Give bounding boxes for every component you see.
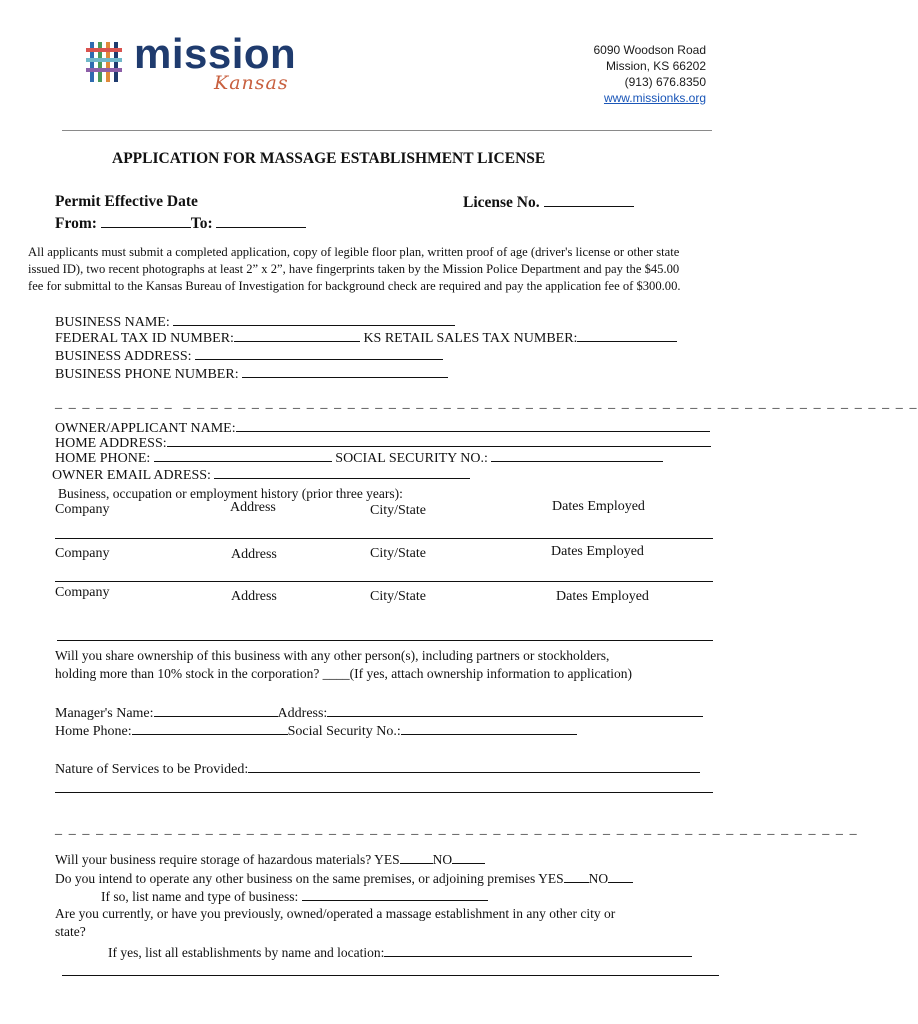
- manager-phone-blank[interactable]: [132, 721, 288, 735]
- other-business-no-blank[interactable]: [608, 869, 633, 883]
- form-title: APPLICATION FOR MASSAGE ESTABLISHMENT LICENSE: [112, 150, 546, 167]
- list-establishments-blank-2[interactable]: [62, 975, 719, 976]
- manager-ssn-blank[interactable]: [401, 721, 577, 735]
- services-label: Nature of Services to be Provided:: [55, 762, 249, 777]
- contact-city: Mission, KS 66202: [605, 59, 706, 73]
- logo-wordmark: mission: [134, 30, 297, 77]
- massage-other-line-2: state?: [55, 924, 86, 939]
- business-address-field: [55, 346, 443, 365]
- home-phone-label: HOME PHONE:: [55, 451, 151, 466]
- to-date-blank[interactable]: [216, 214, 306, 228]
- history-company-1: Company: [55, 502, 110, 517]
- ssn-blank[interactable]: [491, 448, 663, 462]
- license-no-blank[interactable]: [544, 193, 634, 207]
- ownership-question-line-2: holding more than 10% stock in the corporation? ____(If yes, attach ownership information to application): [55, 666, 632, 681]
- services-blank[interactable]: [248, 759, 700, 773]
- dashed-separator-2: _ _ _ _ _ _ _ _ _ _ _ _ _ _ _ _ _ _ _ _ _ _ _ _ _ _ _ _ _ _ _ _ _ _ _ _ _ _ _ _ _ _ _ _ _ _ _ _ _ _ _ _ _ _ _ _ _ _ _: [55, 822, 859, 837]
- ownership-question-line-1: Will you share ownership of this business with any other person(s), including partners or stockholders,: [55, 648, 610, 663]
- from-to-field: [55, 214, 306, 233]
- history-dates-1: Dates Employed: [552, 499, 645, 514]
- ks-sales-tax-label: KS RETAIL SALES TAX NUMBER:: [363, 331, 578, 346]
- history-address-3: Address: [231, 589, 277, 604]
- manager-phone-label: Home Phone:: [55, 724, 132, 739]
- history-address-2: Address: [231, 547, 277, 562]
- license-no-field: [463, 193, 634, 212]
- header-divider: [62, 130, 712, 131]
- federal-tax-id-label: FEDERAL TAX ID NUMBER:: [55, 331, 234, 346]
- list-establishments-label: If yes, list all establishments by name and location:: [108, 945, 385, 960]
- intro-line-2: issued ID), two recent photographs at least 2” x 2”, have fingerprints taken by the Mission Police Department and pay the $45.00: [28, 262, 680, 276]
- dashed-separator-1: _ _ _ _ _ _ _ _ _ _ _ _ _ _ _ _ _ _ _ _ _ _ _ _ _ _ _ _ _ _ _ _ _ _ _ _ _ _ _ _ _ _ _ _ _ _ _ _ _ _ _ _ _ _ _ _ _ _ _ _ _ _ _: [55, 396, 918, 411]
- manager-address-label: Address:: [277, 706, 328, 721]
- business-address-blank[interactable]: [195, 346, 443, 360]
- history-line-3[interactable]: [57, 640, 713, 641]
- history-address-1: Address: [230, 500, 276, 515]
- federal-tax-id-field: [55, 328, 677, 347]
- owner-name-blank[interactable]: [236, 418, 710, 432]
- ssn-label: SOCIAL SECURITY NO.:: [335, 451, 488, 466]
- manager-phone-field: [55, 721, 577, 740]
- logo-state-script: Kansas: [214, 72, 289, 94]
- history-city-3: City/State: [370, 589, 426, 604]
- business-name-blank[interactable]: [173, 312, 455, 326]
- manager-address-blank[interactable]: [327, 703, 703, 717]
- other-business-yes-blank[interactable]: [564, 869, 589, 883]
- home-address-blank[interactable]: [167, 433, 711, 447]
- list-business-blank[interactable]: [302, 887, 488, 901]
- history-line-1[interactable]: [55, 538, 713, 539]
- other-business-label: Do you intend to operate any other business on the same premises, or adjoining premises YES: [55, 871, 564, 886]
- to-label: To:: [190, 215, 213, 232]
- manager-name-field: [55, 703, 703, 722]
- manager-ssn-label: Social Security No.:: [287, 724, 401, 739]
- history-company-2: Company: [55, 546, 110, 561]
- business-name-label: BUSINESS NAME:: [55, 315, 170, 330]
- history-company-3: Company: [55, 585, 110, 600]
- history-city-2: City/State: [370, 546, 426, 561]
- manager-name-label: Manager's Name:: [55, 706, 154, 721]
- hazardous-yes-blank[interactable]: [400, 850, 433, 864]
- history-dates-3: Dates Employed: [556, 589, 649, 604]
- list-establishments-blank[interactable]: [384, 943, 692, 957]
- list-business-field: [101, 887, 488, 905]
- home-phone-blank[interactable]: [154, 448, 332, 462]
- list-establishments-field: [108, 943, 692, 961]
- ks-sales-tax-blank[interactable]: [577, 328, 677, 342]
- owner-email-field: [52, 465, 470, 484]
- website-link[interactable]: www.missionks.org: [603, 91, 706, 105]
- business-phone-label: BUSINESS PHONE NUMBER:: [55, 367, 239, 382]
- manager-name-blank[interactable]: [154, 703, 278, 717]
- history-intro: Business, occupation or employment history (prior three years):: [58, 486, 403, 501]
- permit-effective-label: Permit Effective Date: [55, 193, 198, 210]
- mission-logo-mark: [86, 40, 130, 84]
- license-no-label: License No.: [463, 194, 540, 211]
- services-blank-2[interactable]: [55, 792, 713, 793]
- intro-line-3: fee for submittal to the Kansas Bureau of Investigation for background check are required and pay the application fee of $300.00.: [28, 279, 681, 293]
- owner-name-label: OWNER/APPLICANT NAME:: [55, 421, 236, 436]
- hazardous-question: [55, 850, 485, 868]
- owner-email-label: OWNER EMAIL ADRESS:: [52, 468, 211, 483]
- services-field: [55, 759, 700, 778]
- from-date-blank[interactable]: [101, 214, 191, 228]
- hazardous-question-label: Will your business require storage of hazardous materials? YES: [55, 852, 400, 867]
- home-address-label: HOME ADDRESS:: [55, 436, 167, 451]
- intro-line-1: All applicants must submit a completed application, copy of legible floor plan, written proof of age (driver's license or other state: [28, 245, 680, 259]
- history-line-2[interactable]: [55, 581, 713, 582]
- history-city-1: City/State: [370, 503, 426, 518]
- other-business-no-label: NO: [588, 871, 609, 886]
- list-business-label: If so, list name and type of business:: [101, 889, 299, 904]
- contact-phone: (913) 676.8350: [624, 75, 706, 89]
- business-address-label: BUSINESS ADDRESS:: [55, 349, 192, 364]
- hazardous-no-blank[interactable]: [452, 850, 485, 864]
- history-dates-2: Dates Employed: [551, 544, 644, 559]
- from-label: From:: [55, 215, 97, 232]
- owner-email-blank[interactable]: [214, 465, 470, 479]
- business-phone-blank[interactable]: [242, 364, 448, 378]
- contact-street: 6090 Woodson Road: [593, 43, 706, 57]
- business-phone-field: [55, 364, 448, 383]
- massage-other-line-1: Are you currently, or have you previously, owned/operated a massage establishment in any other city or: [55, 906, 616, 921]
- other-business-question: [55, 869, 633, 887]
- hazardous-no-label: NO: [432, 852, 453, 867]
- federal-tax-id-blank[interactable]: [234, 328, 360, 342]
